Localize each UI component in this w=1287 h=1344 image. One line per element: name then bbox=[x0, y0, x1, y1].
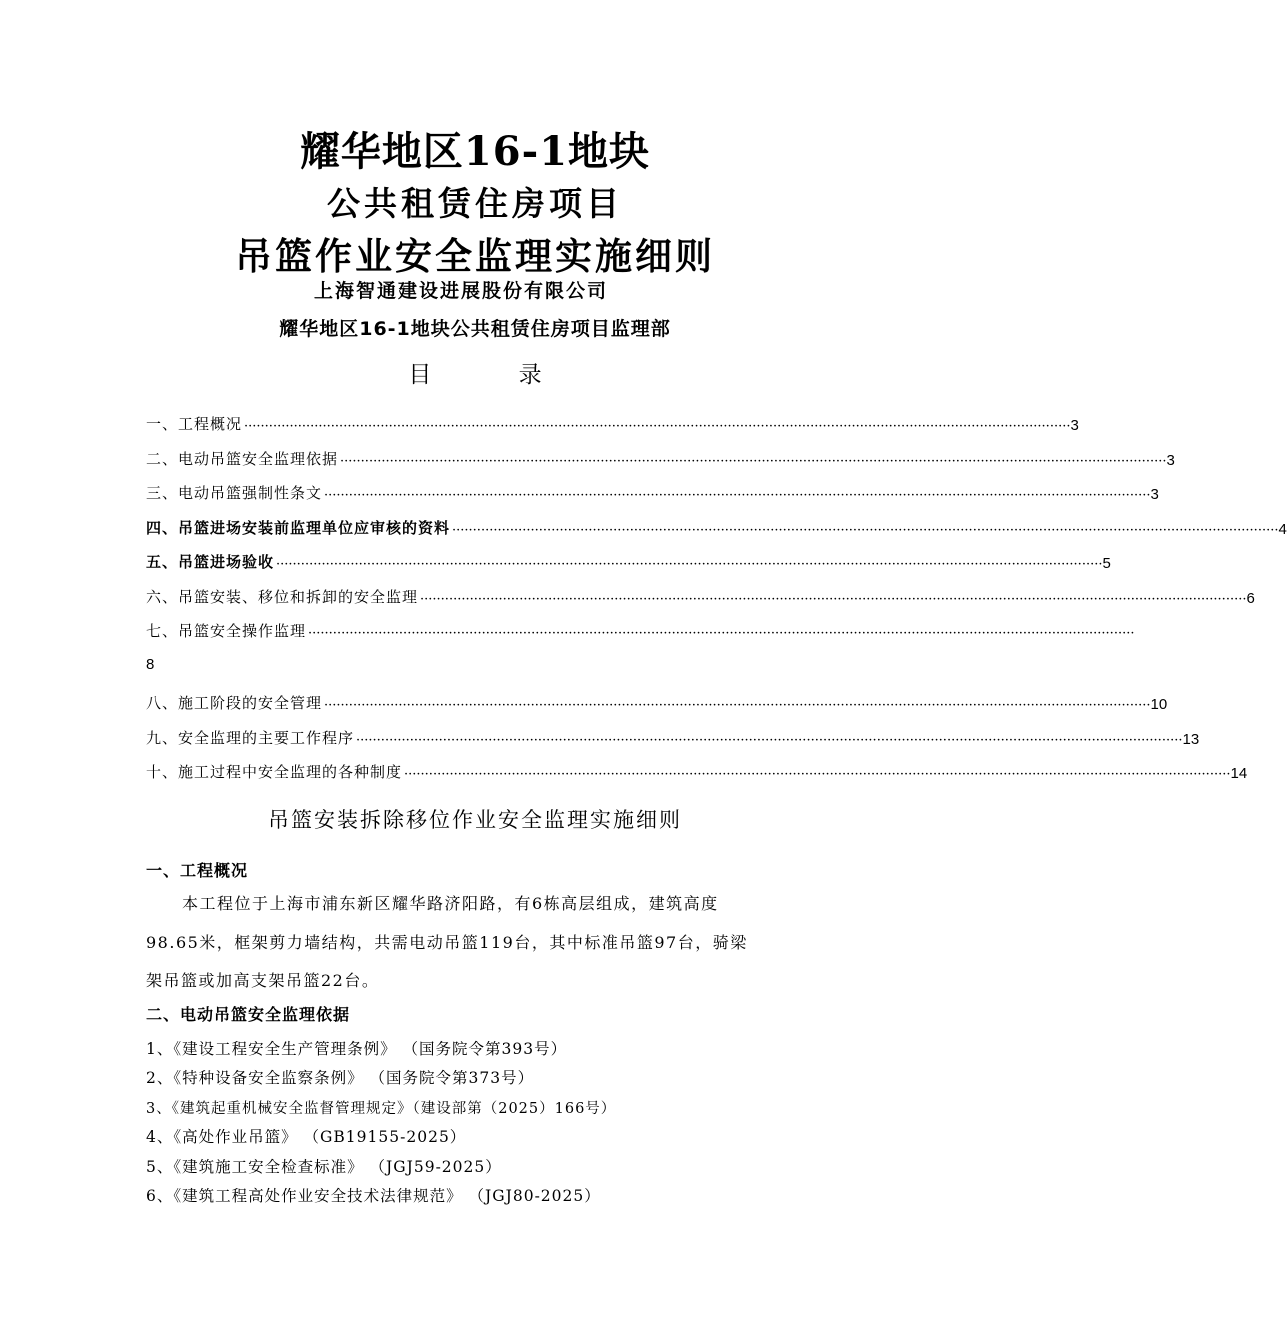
reference-item-4: 4、《高处作业吊篮》 （GB19155-2025） bbox=[146, 1128, 467, 1146]
toc-item-4[interactable]: 四、吊篮进场安装前监理单位应审核的资料 ········································································································································································································ 4 bbox=[146, 519, 1287, 538]
toc-item-10[interactable]: 十、施工过程中安全监理的各种制度 ········································································································································································································ 14 bbox=[146, 763, 1248, 782]
leader-dots: ········································································································································································································ bbox=[404, 767, 1231, 782]
leader-dots: ········································································································································································································ bbox=[324, 698, 1151, 713]
section-title: 吊篮安装拆除移位作业安全监理实施细则 bbox=[268, 808, 682, 832]
toc-item-8[interactable]: 八、施工阶段的安全管理 ········································································································································································································ 10 bbox=[146, 694, 1168, 713]
leader-dots: ········································································································································································································ bbox=[340, 454, 1167, 469]
department-name: 耀华地区16-1地块公共租赁住房项目监理部 bbox=[279, 318, 671, 340]
reference-item-6: 6、《建筑工程高处作业安全技术法律规范》 （JGJ80-2025） bbox=[146, 1187, 601, 1205]
toc-item-2[interactable]: 二、电动吊篮安全监理依据 ········································································································································································································ 3 bbox=[146, 450, 1175, 469]
reference-item-5: 5、《建筑施工安全检查标准》 （JGJ59-2025） bbox=[146, 1158, 502, 1176]
section-2-heading: 二、电动吊篮安全监理依据 bbox=[146, 1005, 351, 1024]
title-line-1: 耀华地区16-1地块 bbox=[299, 128, 651, 175]
section-1-heading: 一、工程概况 bbox=[146, 861, 249, 880]
toc-item-3[interactable]: 三、电动吊篮强制性条文 ········································································································································································································ 3 bbox=[146, 484, 1159, 503]
title-line-2: 公共租赁住房项目 bbox=[327, 184, 623, 223]
leader-dots: ········································································································································································································ bbox=[276, 557, 1103, 572]
section-1-paragraph-line-2: 98.65米，框架剪力墙结构，共需电动吊篮119台，其中标准吊篮97台，骑梁 bbox=[146, 933, 748, 952]
leader-dots: ········································································································································································································ bbox=[356, 733, 1183, 748]
leader-dots: ········································································································································································································ bbox=[324, 488, 1151, 503]
title-line-3: 吊篮作业安全监理实施细则 bbox=[235, 235, 715, 278]
toc-item-7-page: 8 bbox=[146, 656, 155, 673]
section-1-paragraph-line-3: 架吊篮或加高支架吊篮22台。 bbox=[146, 971, 380, 990]
leader-dots: ········································································································································································································ bbox=[452, 523, 1279, 538]
toc-title: 目 录 bbox=[408, 362, 582, 388]
toc-item-9[interactable]: 九、安全监理的主要工作程序 ········································································································································································································ 13 bbox=[146, 729, 1200, 748]
reference-item-1: 1、《建设工程安全生产管理条例》 （国务院令第393号） bbox=[146, 1040, 568, 1058]
leader-dots: ········································································································································································································ bbox=[308, 626, 1135, 641]
toc-item-5[interactable]: 五、吊篮进场验收 ········································································································································································································ 5 bbox=[146, 553, 1111, 572]
leader-dots: ········································································································································································································ bbox=[244, 419, 1071, 434]
toc-item-6[interactable]: 六、吊篮安装、移位和拆卸的安全监理 ········································································································································································································ 6 bbox=[146, 588, 1255, 607]
reference-item-2: 2、《特种设备安全监察条例》 （国务院令第373号） bbox=[146, 1069, 535, 1087]
toc-item-1[interactable]: 一、工程概况 ········································································································································································································ 3 bbox=[146, 415, 1079, 434]
leader-dots: ········································································································································································································ bbox=[420, 592, 1247, 607]
company-name: 上海智通建设进展股份有限公司 bbox=[313, 280, 608, 302]
section-1-paragraph-line-1: 本工程位于上海市浦东新区耀华路济阳路，有6栋高层组成，建筑高度 bbox=[182, 894, 719, 913]
reference-item-3: 3、《建筑起重机械安全监督管理规定》（建设部第（2025）166号） bbox=[146, 1101, 617, 1117]
toc-item-7[interactable]: 七、吊篮安全操作监理 ········································································································································································································ bbox=[146, 622, 1135, 641]
